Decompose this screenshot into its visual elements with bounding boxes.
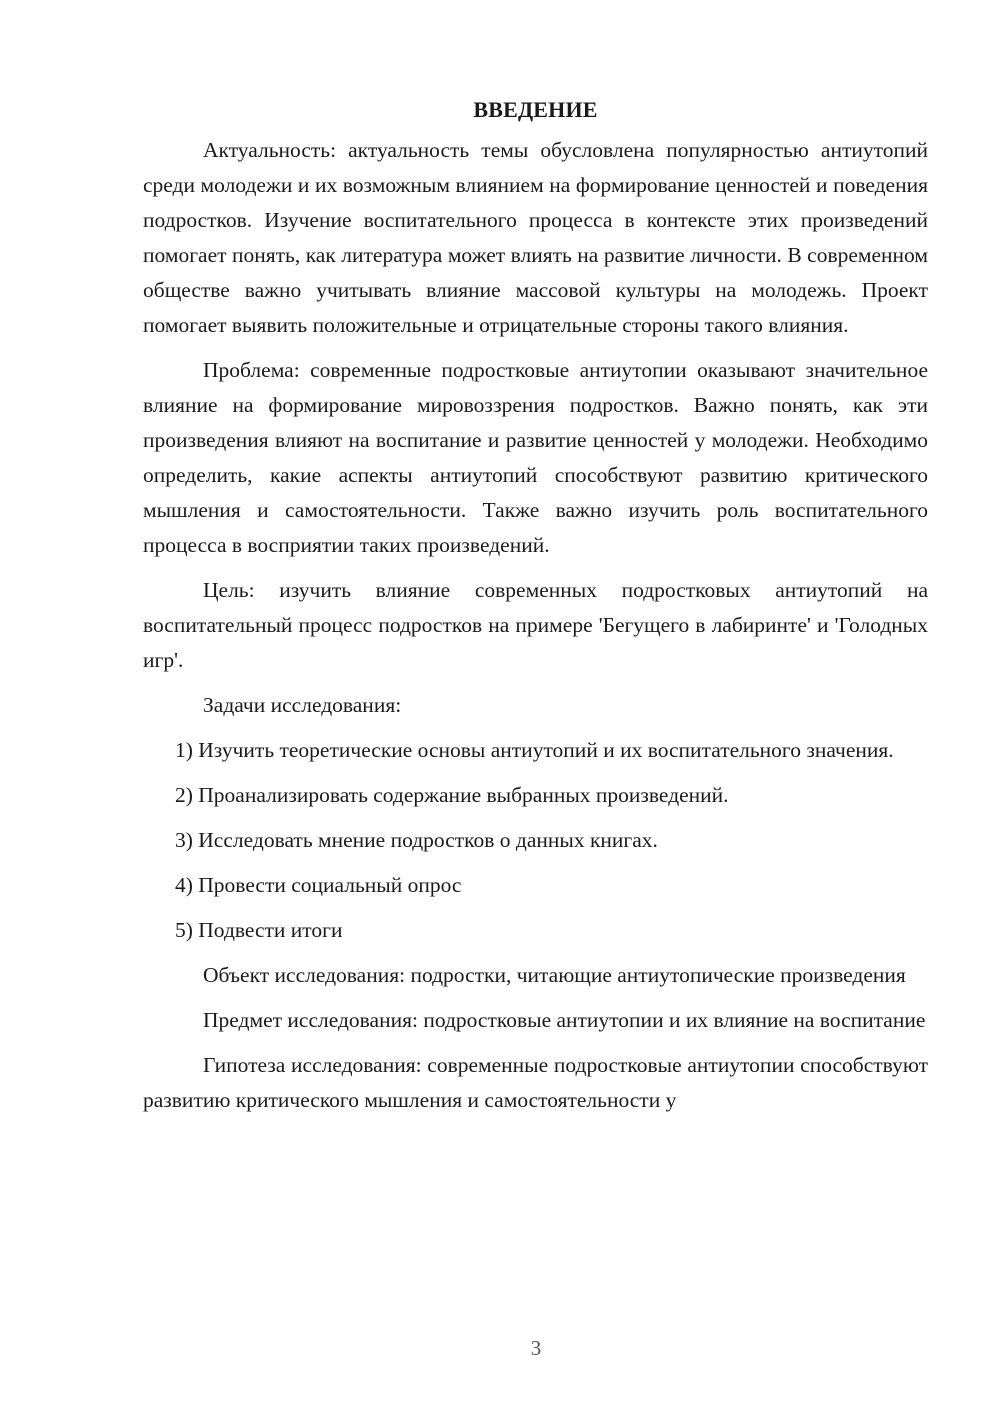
page-content	[143, 92, 928, 1118]
task-item-2: 2) Проанализировать содержание выбранных произведений.	[175, 783, 729, 807]
task-item-4: 4) Провести социальный опрос	[175, 873, 462, 897]
relevance-paragraph: Актуальность: актуальность темы обусловлена популярностью антиутопий среди молодежи и их возможным влиянием на формирование ценностей и поведения подростков. Изучение воспитательного процесса в контексте этих произведений помогает понять, как литература может влиять на развитие личности. В современном обществе важно учитывать влияние массовой культуры на молодежь. Проект помогает выявить положительные и отрицательные стороны такого влияния.	[143, 138, 928, 337]
hypothesis-paragraph: Гипотеза исследования: современные подростковые антиутопии способствуют развитию критического мышления и самостоятельности у	[143, 1053, 928, 1112]
task-item-5: 5) Подвести итоги	[175, 918, 343, 942]
page-number: 3	[530, 1336, 542, 1360]
subject-paragraph: Предмет исследования: подростковые антиутопии и их влияние на воспитание	[203, 1008, 926, 1032]
tasks-heading: Задачи исследования:	[203, 693, 402, 717]
goal-paragraph: Цель: изучить влияние современных подростковых антиутопий на воспитательный процесс подростков на примере 'Бегущего в лабиринте' и 'Голодных игр'.	[143, 578, 928, 672]
section-title: ВВЕДЕНИЕ	[473, 97, 598, 122]
task-item-1: 1) Изучить теоретические основы антиутопий и их воспитательного значения.	[175, 738, 894, 762]
task-item-3: 3) Исследовать мнение подростков о данных книгах.	[175, 828, 658, 852]
problem-paragraph: Проблема: современные подростковые антиутопии оказывают значительное влияние на формирование мировоззрения подростков. Важно понять, как эти произведения влияют на воспитание и развитие ценностей у молодежи. Необходимо определить, какие аспекты антиутопий способствуют развитию критического мышления и самостоятельности. Также важно изучить роль воспитательного процесса в восприятии таких произведений.	[143, 358, 928, 557]
object-paragraph: Объект исследования: подростки, читающие антиутопические произведения	[203, 963, 906, 987]
